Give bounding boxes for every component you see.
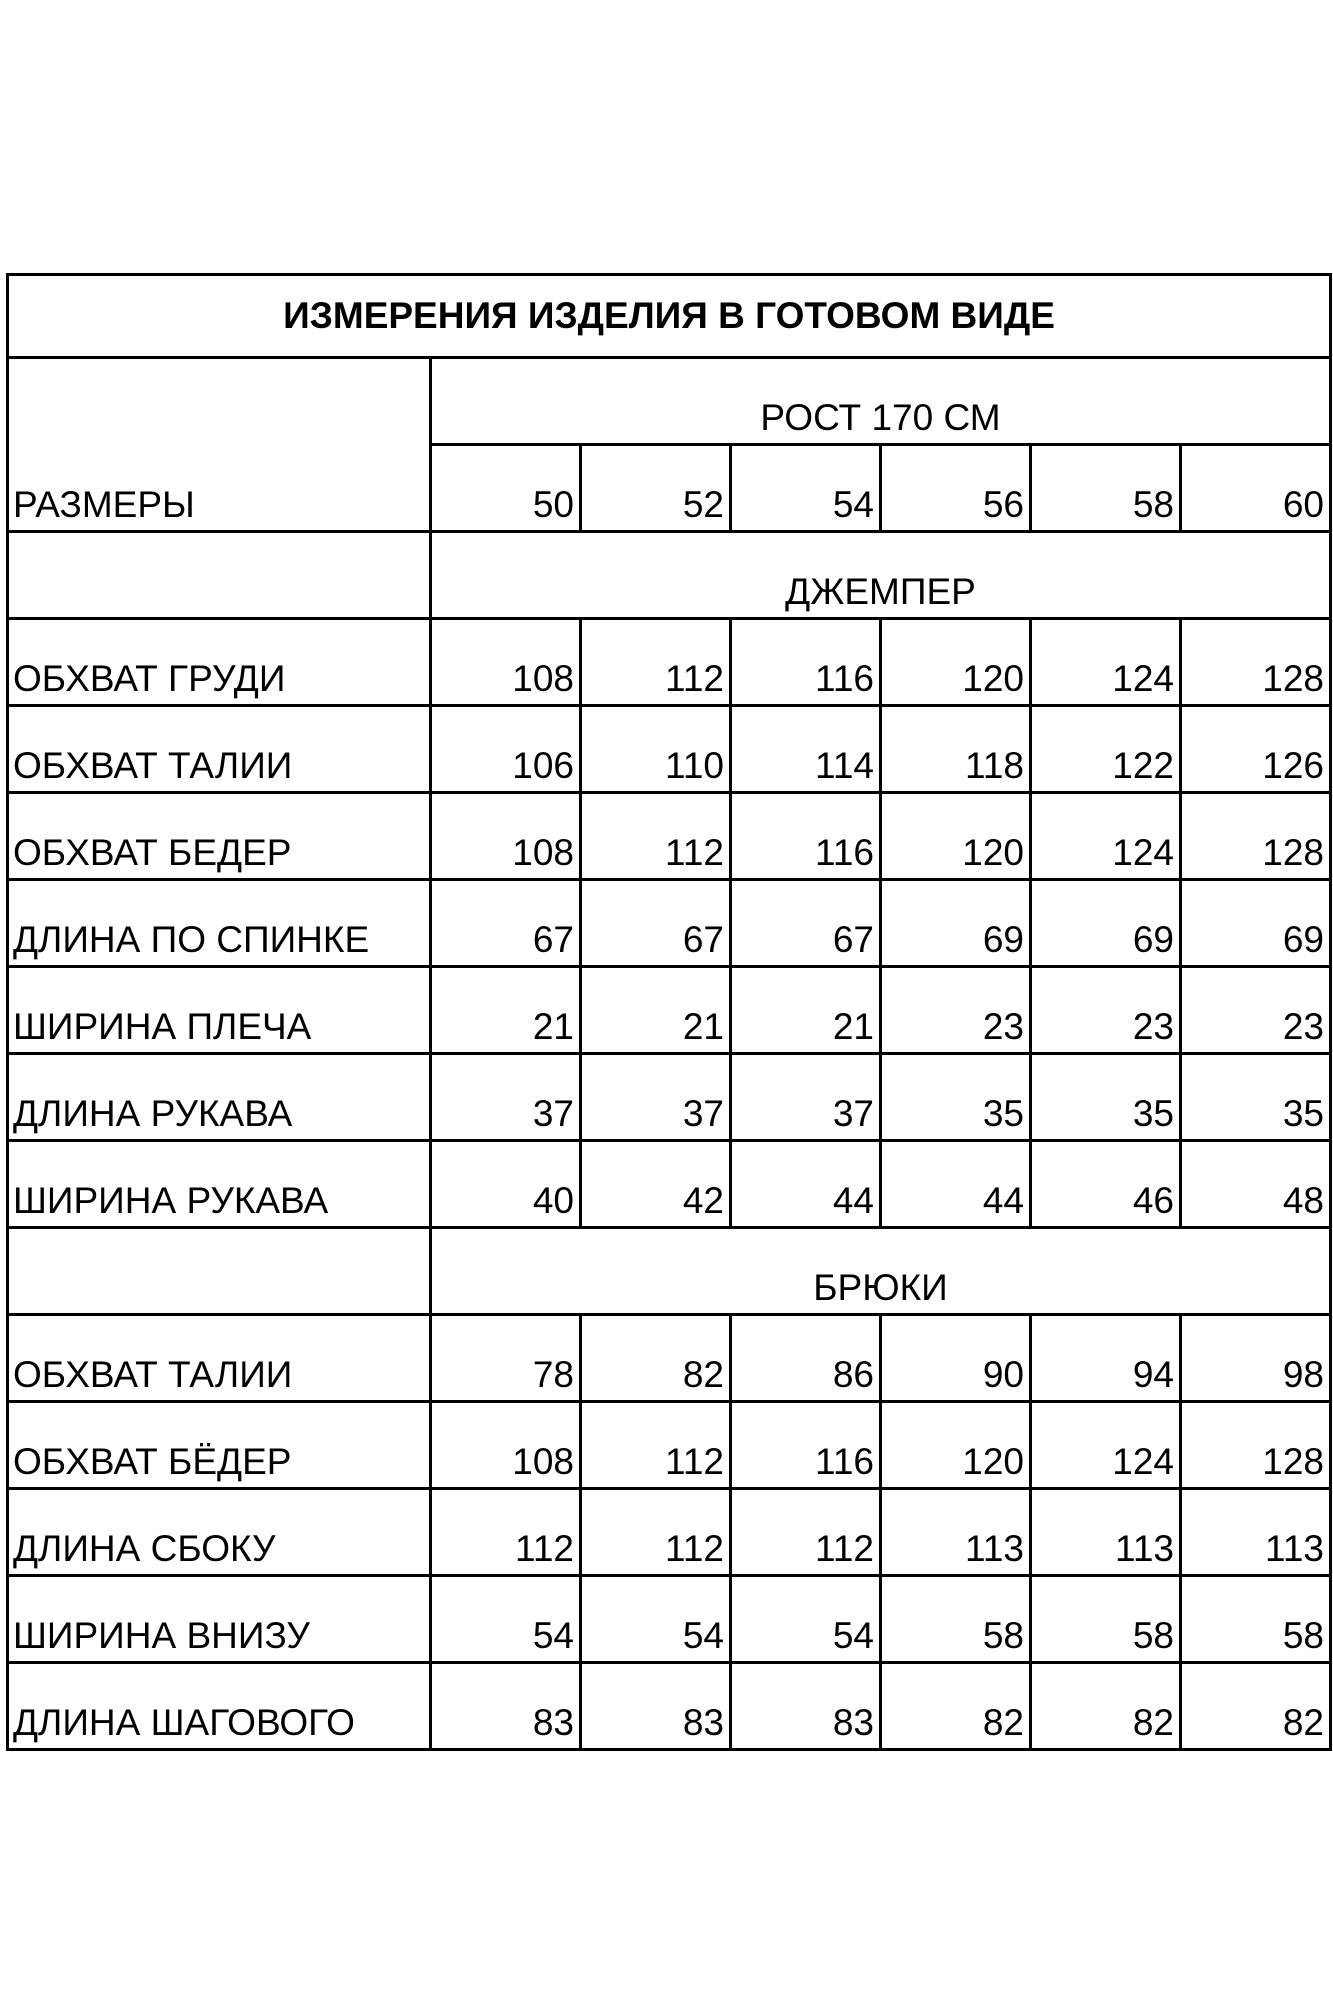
measurement-value: 94 (1031, 1315, 1181, 1402)
section-title: ДЖЕМПЕР (431, 532, 1331, 619)
measurement-value: 23 (1031, 967, 1181, 1054)
measurement-value: 122 (1031, 706, 1181, 793)
measurement-label: ОБХВАТ БЁДЕР (8, 1402, 431, 1489)
size-cell: 56 (881, 445, 1031, 532)
measurement-label: ШИРИНА ВНИЗУ (8, 1576, 431, 1663)
measurement-label: ДЛИНА СБОКУ (8, 1489, 431, 1576)
table-row (8, 1663, 1331, 1750)
measurement-value: 120 (881, 793, 1031, 880)
measurement-value: 21 (581, 967, 731, 1054)
measurement-value: 112 (581, 1402, 731, 1489)
size-chart-body (8, 275, 1331, 1750)
measurement-value: 78 (431, 1315, 581, 1402)
measurement-value: 124 (1031, 793, 1181, 880)
measurement-value: 21 (431, 967, 581, 1054)
table-title: ИЗМЕРЕНИЯ ИЗДЕЛИЯ В ГОТОВОМ ВИДЕ (8, 275, 1331, 358)
measurement-value: 21 (731, 967, 881, 1054)
measurement-value: 37 (431, 1054, 581, 1141)
measurement-value: 58 (881, 1576, 1031, 1663)
height-header: РОСТ 170 СМ (431, 358, 1331, 445)
measurement-label: ОБХВАТ ТАЛИИ (8, 706, 431, 793)
measurement-value: 114 (731, 706, 881, 793)
measurement-value: 86 (731, 1315, 881, 1402)
measurement-value: 128 (1181, 1402, 1331, 1489)
measurement-value: 116 (731, 793, 881, 880)
measurement-value: 113 (1181, 1489, 1331, 1576)
measurement-label: ШИРИНА РУКАВА (8, 1141, 431, 1228)
measurement-label: ОБХВАТ ГРУДИ (8, 619, 431, 706)
measurement-value: 128 (1181, 619, 1331, 706)
section-header-blank (8, 1228, 431, 1315)
measurement-value: 83 (731, 1663, 881, 1750)
measurement-value: 37 (581, 1054, 731, 1141)
section-header-row (8, 1228, 1331, 1315)
table-row (8, 1576, 1331, 1663)
measurement-value: 108 (431, 793, 581, 880)
table-row (8, 1315, 1331, 1402)
measurement-value: 98 (1181, 1315, 1331, 1402)
measurement-value: 124 (1031, 1402, 1181, 1489)
measurement-value: 54 (731, 1576, 881, 1663)
measurement-value: 69 (1181, 880, 1331, 967)
measurement-value: 54 (581, 1576, 731, 1663)
measurement-value: 83 (581, 1663, 731, 1750)
table-row (8, 793, 1331, 880)
measurement-value: 120 (881, 1402, 1031, 1489)
height-row (8, 358, 1331, 445)
measurement-value: 67 (431, 880, 581, 967)
measurement-label: ДЛИНА ШАГОВОГО (8, 1663, 431, 1750)
measurement-value: 82 (1181, 1663, 1331, 1750)
section-header-blank (8, 532, 431, 619)
measurement-value: 37 (731, 1054, 881, 1141)
title-row (8, 275, 1331, 358)
measurement-value: 118 (881, 706, 1031, 793)
measurement-value: 54 (431, 1576, 581, 1663)
measurement-value: 116 (731, 1402, 881, 1489)
measurement-value: 44 (881, 1141, 1031, 1228)
measurement-value: 42 (581, 1141, 731, 1228)
measurement-value: 113 (1031, 1489, 1181, 1576)
section-header-row (8, 532, 1331, 619)
measurement-label: ДЛИНА РУКАВА (8, 1054, 431, 1141)
measurement-value: 120 (881, 619, 1031, 706)
measurement-value: 124 (1031, 619, 1181, 706)
measurement-value: 23 (881, 967, 1031, 1054)
table-row (8, 1054, 1331, 1141)
measurement-value: 69 (1031, 880, 1181, 967)
measurement-value: 35 (881, 1054, 1031, 1141)
measurement-value: 40 (431, 1141, 581, 1228)
table-row (8, 1141, 1331, 1228)
size-cell: 60 (1181, 445, 1331, 532)
measurement-value: 112 (581, 793, 731, 880)
measurement-value: 23 (1181, 967, 1331, 1054)
measurement-value: 58 (1181, 1576, 1331, 1663)
measurement-value: 46 (1031, 1141, 1181, 1228)
measurement-value: 67 (581, 880, 731, 967)
measurement-value: 106 (431, 706, 581, 793)
measurement-value: 90 (881, 1315, 1031, 1402)
table-row (8, 706, 1331, 793)
size-cell: 50 (431, 445, 581, 532)
measurement-value: 128 (1181, 793, 1331, 880)
measurement-value: 83 (431, 1663, 581, 1750)
measurement-label: ШИРИНА ПЛЕЧА (8, 967, 431, 1054)
measurement-value: 35 (1031, 1054, 1181, 1141)
size-cell: 58 (1031, 445, 1181, 532)
measurement-label: ДЛИНА ПО СПИНКЕ (8, 880, 431, 967)
measurement-value: 44 (731, 1141, 881, 1228)
table-row (8, 967, 1331, 1054)
measurement-value: 126 (1181, 706, 1331, 793)
measurement-value: 108 (431, 1402, 581, 1489)
table-row (8, 880, 1331, 967)
measurement-value: 69 (881, 880, 1031, 967)
table-row (8, 619, 1331, 706)
measurement-value: 112 (581, 1489, 731, 1576)
measurement-value: 82 (881, 1663, 1031, 1750)
table-row (8, 1489, 1331, 1576)
measurement-label: ОБХВАТ ТАЛИИ (8, 1315, 431, 1402)
measurement-value: 35 (1181, 1054, 1331, 1141)
measurement-value: 116 (731, 619, 881, 706)
measurement-value: 82 (1031, 1663, 1181, 1750)
measurement-value: 112 (581, 619, 731, 706)
table-row (8, 1402, 1331, 1489)
measurement-value: 112 (431, 1489, 581, 1576)
measurement-value: 108 (431, 619, 581, 706)
measurement-value: 112 (731, 1489, 881, 1576)
measurement-value: 58 (1031, 1576, 1181, 1663)
measurement-value: 113 (881, 1489, 1031, 1576)
sizes-label: РАЗМЕРЫ (8, 358, 431, 532)
measurement-value: 82 (581, 1315, 731, 1402)
measurement-value: 110 (581, 706, 731, 793)
size-chart-table (6, 273, 1332, 1751)
measurement-value: 48 (1181, 1141, 1331, 1228)
measurement-label: ОБХВАТ БЕДЕР (8, 793, 431, 880)
size-cell: 54 (731, 445, 881, 532)
size-cell: 52 (581, 445, 731, 532)
section-title: БРЮКИ (431, 1228, 1331, 1315)
measurement-value: 67 (731, 880, 881, 967)
